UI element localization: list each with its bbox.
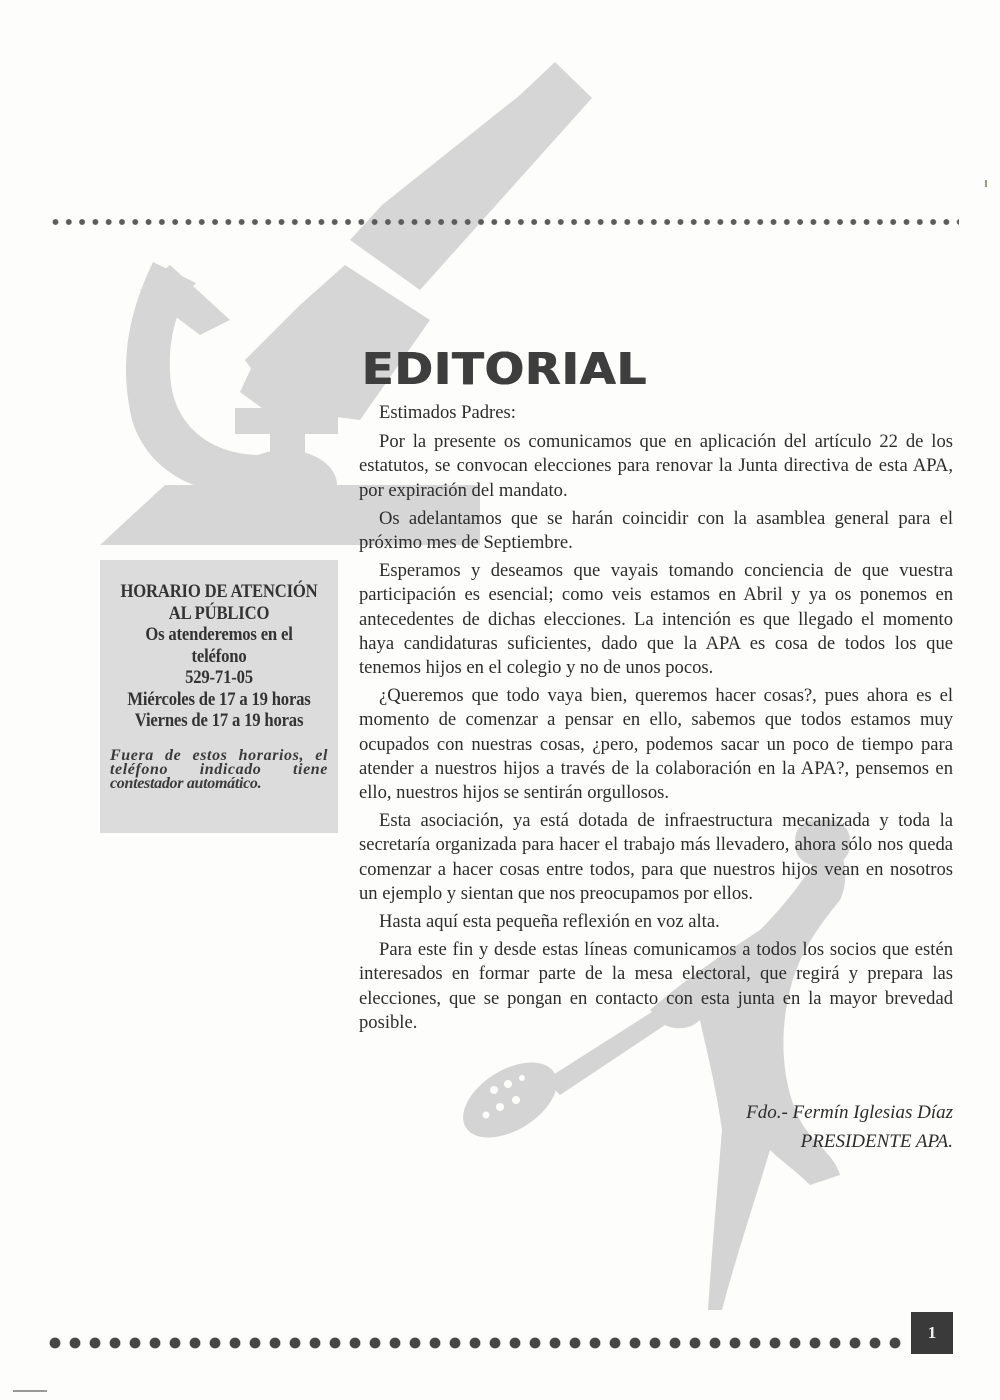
paragraph: Esperamos y deseamos que vayais tomando conciencia de que vuestra participación es esencial; como veis estamos en Abril y ya os ponemos en antecedentes de dichas elecciones. La intención es que llegado el momento haya candidaturas suficientes, dado que la APA es cosa de todos los que tenemos hijos en el colegio y no de unos pocos.	[359, 560, 953, 679]
office-hours-box	[100, 560, 338, 833]
office-hours-heading: HORARIO DE ATENCIÓN	[120, 582, 318, 602]
signature-block	[746, 1098, 953, 1156]
page-number-badge: 1	[911, 1312, 953, 1354]
paragraph: Os adelantamos que se harán coincidir con la asamblea general para el próximo mes de Septiembre.	[359, 507, 953, 554]
note-line-2: contestador automático.	[110, 774, 262, 792]
scan-edge-mark	[13, 1390, 47, 1392]
dotted-divider-top	[49, 216, 959, 228]
page-title: EDITORIAL	[362, 344, 648, 395]
salutation: Estimados Padres:	[379, 402, 516, 423]
signature-name: Fdo.- Fermín Iglesias Díaz	[746, 1102, 953, 1123]
schedule-friday: Viernes de 17 a 19 horas	[134, 711, 304, 731]
phone-number: 529-71-05	[185, 668, 253, 688]
paragraph: Esta asociación, ya está dotada de infraestructura mecanizada y toda la secretaría organizada para hacer el trabajo más llevadero, ahora sólo nos queda comenzar a hacer cosas entre todos, para que nuestros hijos vean en nosotros un ejemplo y sientan que nos preocupamos por ellos.	[359, 810, 953, 904]
dotted-divider-bottom	[45, 1333, 905, 1353]
scan-speck	[985, 180, 987, 187]
paragraph: Para este fin y desde estas líneas comunicamos a todos los socios que estén interesados en formar parte de la mesa electoral, que regirá y prepara las elecciones, que se pongan en contacto con esta junta en la mayor brevedad posible.	[359, 939, 953, 1033]
office-hours-heading-2: AL PÚBLICO	[168, 603, 270, 624]
editorial-body	[359, 401, 953, 1039]
paragraph: Hasta aquí esta pequeña reflexión en voz alta.	[379, 911, 720, 933]
note-line-1: Fuera de estos horarios, el teléfono indicado tiene	[110, 746, 328, 778]
paragraph: ¿Queremos que todo vaya bien, queremos hacer cosas?, pues ahora es el momento de comenzar a pensar en ello, sabemos que todos estamos muy ocupados con nuestras cosas, ¿pero, podemos sacar un poco de tiempo para atender a nuestros hijos a través de la colaboración en la APA?, pensemos en ello, nuestros hijos se sentirán orgullosos.	[359, 685, 953, 804]
paragraph: Por la presente os comunicamos que en aplicación del artículo 22 de los estatutos, se convocan elecciones para renovar la Junta directiva de esta APA, por expiración del mandato.	[359, 431, 953, 501]
signature-role: PRESIDENTE APA.	[800, 1131, 953, 1152]
answering-machine-note	[108, 746, 330, 792]
schedule-wednesday: Miércoles de 17 a 19 horas	[127, 689, 311, 710]
phone-label: Os atenderemos en el teléfono	[145, 625, 293, 667]
